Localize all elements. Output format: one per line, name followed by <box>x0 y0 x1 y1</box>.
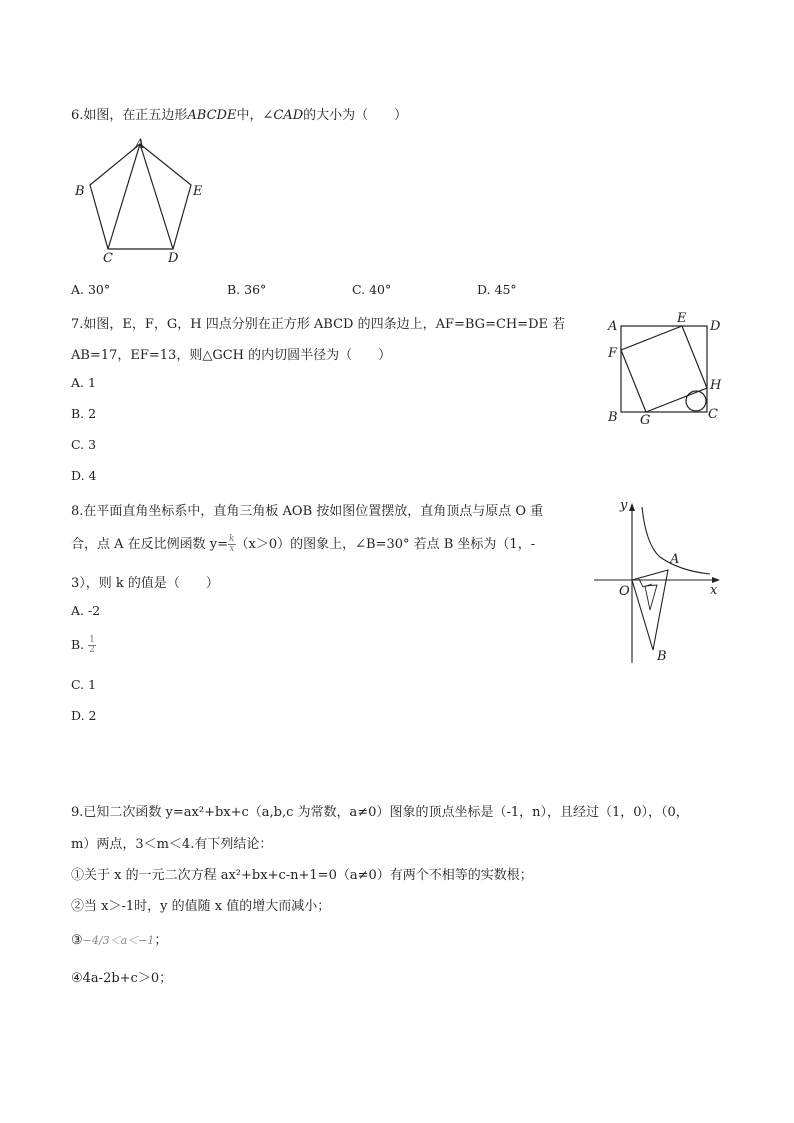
label-b: B <box>657 649 667 664</box>
q8-option-b-prefix: B. <box>71 637 89 652</box>
line-ad <box>140 144 173 249</box>
label-f: F <box>608 346 618 361</box>
q6-option-d: D. 45° <box>477 282 517 297</box>
q7-option-b: B. 2 <box>71 406 97 421</box>
label-e: E <box>677 311 687 326</box>
c3-prefix: ③ <box>71 933 83 948</box>
q9-conclusion-1: ①关于 x 的一元二次方程 ax²+bx+c-n+1=0（a≠0）有两个不相等的实数根； <box>71 868 533 883</box>
q7-option-d: D. 4 <box>71 468 97 483</box>
q8-line2 <box>71 533 535 554</box>
q6-shape-name: ABCDE <box>187 108 237 123</box>
q6-stem <box>71 104 407 123</box>
c3-suffix: ； <box>154 933 168 948</box>
q6-pentagon-figure <box>70 134 220 269</box>
quad-efgh <box>621 326 707 412</box>
label-h: H <box>710 378 722 393</box>
label-a: A <box>670 552 680 567</box>
label-e: E <box>193 184 203 199</box>
option-b-numerator: 1 <box>89 635 95 645</box>
q6-stem-suffix: 的大小为（ ） <box>303 108 408 123</box>
q8-fraction <box>228 535 235 554</box>
q8-line2-suffix: （x＞0）的图象上，∠B=30° 若点 B 坐标为（1，- <box>235 537 536 552</box>
label-g: G <box>640 413 651 428</box>
q6-option-c: C. 40° <box>352 282 392 297</box>
frac-numerator: k <box>229 534 235 544</box>
q9-line1: 9.已知二次函数 y=ax²+bx+c（a,b,c 为常数，a≠0）图象的顶点坐标是（-1，n），且经过（1，0），（0， <box>71 805 689 820</box>
q7-option-a: A. 1 <box>71 375 96 390</box>
incircle <box>686 391 706 411</box>
square-abcd <box>621 326 707 412</box>
q9-conclusion-3 <box>71 929 167 948</box>
q9-conclusion-2: ②当 x＞-1时，y 的值随 x 值的增大而减小； <box>71 899 331 914</box>
q8-line2-prefix: 合，点 A 在反比例函数 y= <box>71 537 229 552</box>
q7-option-c: C. 3 <box>71 437 97 452</box>
q6-stem-mid: 中，∠ <box>236 108 274 123</box>
frac-denominator: x <box>229 544 235 554</box>
label-o: O <box>619 584 630 599</box>
label-x: x <box>710 583 718 598</box>
q8-option-b-fraction <box>88 636 96 655</box>
q9-line2: m）两点，3＜m＜4.有下列结论： <box>71 837 273 852</box>
q6-option-b: B. 36° <box>227 282 267 297</box>
label-a: A <box>608 319 618 334</box>
label-y: y <box>620 498 628 513</box>
label-c: C <box>708 407 718 422</box>
q6-angle-name: CAD <box>273 108 304 123</box>
label-d: D <box>168 251 179 266</box>
label-a: A <box>135 137 145 152</box>
q8-option-d: D. 2 <box>71 708 97 723</box>
q8-option-a: A. -2 <box>71 603 101 618</box>
pentagon-shape <box>90 144 191 249</box>
q8-coordinate-figure <box>590 495 730 670</box>
q7-square-figure <box>600 310 730 430</box>
option-b-denominator: 2 <box>89 645 95 655</box>
q8-line3: 3），则 k 的值是（ ） <box>71 576 219 591</box>
label-b: B <box>608 410 618 425</box>
y-axis-arrow <box>629 503 635 511</box>
c3-math: −4/3＜a＜−1 <box>82 934 155 947</box>
q7-line2: AB=17，EF=13，则△GCH 的内切圆半径为（ ） <box>71 348 392 363</box>
q9-conclusion-4: ④4a-2b+c＞0； <box>71 971 173 986</box>
q8-line1: 8.在平面直角坐标系中，直角三角板 AOB 按如图位置摆放，直角顶点与原点 O 重 <box>71 504 544 519</box>
q7-line1: 7.如图，E，F，G，H 四点分别在正方形 ABCD 的四条边上，AF=BG=CH=DE 若 <box>71 317 566 332</box>
q8-option-b <box>71 636 96 655</box>
label-d: D <box>710 319 721 334</box>
label-b: B <box>75 184 85 199</box>
label-c: C <box>103 251 113 266</box>
q8-option-c: C. 1 <box>71 677 97 692</box>
inner-triangle <box>645 585 657 610</box>
q6-stem-prefix: 6.如图，在正五边形 <box>71 108 188 123</box>
q6-option-a: A. 30° <box>71 282 111 297</box>
line-ac <box>108 144 140 249</box>
